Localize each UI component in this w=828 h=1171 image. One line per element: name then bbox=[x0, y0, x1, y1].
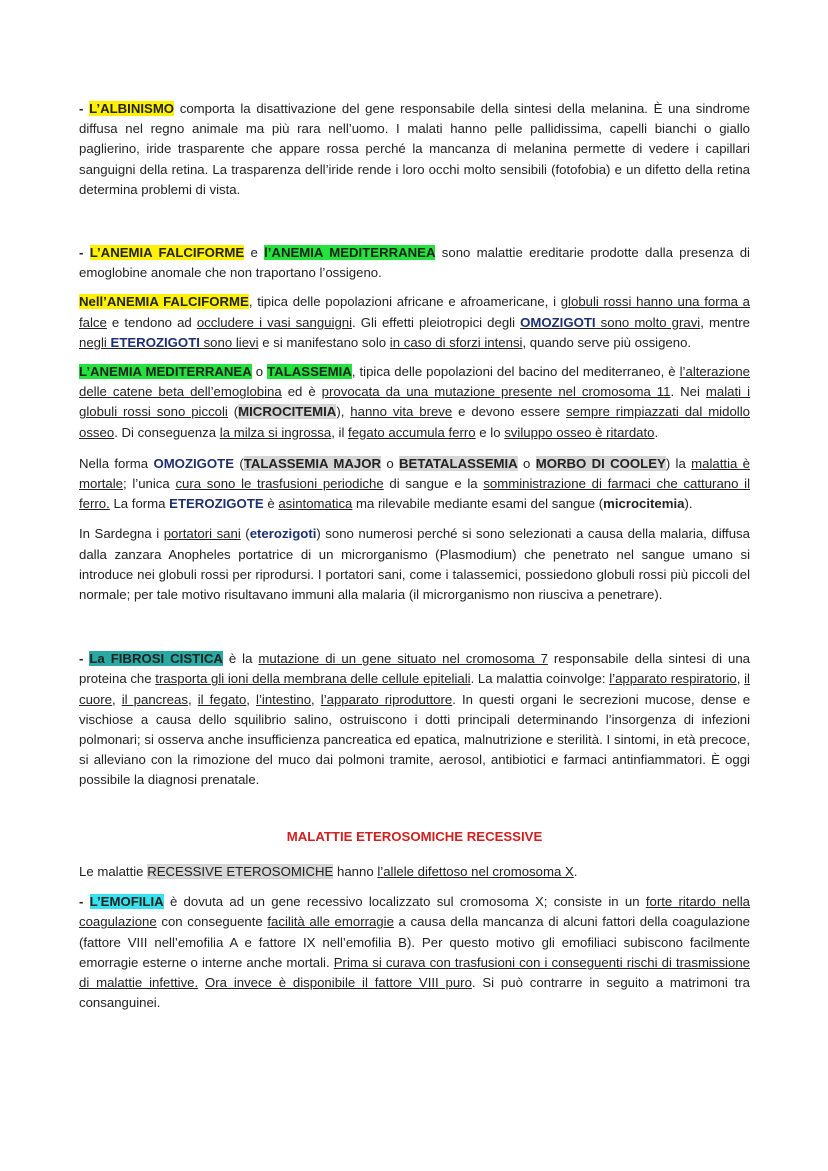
emofilia-title: L’EMOFILIA bbox=[89, 894, 164, 910]
recessive-paragraph: Le malattie RECESSIVE ETEROSOMICHE hanno l’allele difettoso nel cromosoma X. bbox=[79, 863, 578, 879]
sardegna-paragraph: In Sardegna i portatori sani (eterozigoti) sono numerosi perché si sono selezionati a causa della malaria, diffusa dalla zanzara Anopheles portatrice di un microrganismo (Plasmodium) che penetrato nel sangue umano si introduce nei globuli rossi per riprodursi. I portatori sani, come i talassemici, possiedono globuli rossi più piccoli del normale; per tale motivo risultavano immuni alla malaria (il microrganismo non riusciva a penetrare). bbox=[79, 526, 750, 603]
anemia-intro-paragraph: - L’ANEMIA FALCIFORME e l’ANEMIA MEDITERRANEA sono malattie ereditarie prodotte dalla presenza di emoglobine anomale che non traportano l’ossigeno. bbox=[79, 245, 750, 281]
forma-omozigote-paragraph: Nella forma OMOZIGOTE (TALASSEMIA MAJOR o BETATALASSEMIA o MORBO DI COOLEY) la malattia è mortale; l’unica cura sono le trasfusioni periodiche di sangue e la somministrazione di farmaci che catturano il ferro. La forma ETEROZIGOTE è asintomatica ma rilevabile mediante esami del sangue (microcitemia). bbox=[79, 455, 751, 512]
albinismo-title: L’ALBINISMO bbox=[89, 101, 175, 116]
fibrosi-title: La FIBROSI CISTICA bbox=[89, 651, 223, 667]
fibrosi-paragraph: - La FIBROSI CISTICA è la mutazione di un gene situato nel cromosoma 7 responsabile della sintesi di una proteina che trasporta gli ioni della membrana delle cellule epiteliali. La malattia coinvolge: l’apparato respiratorio, il cuore, il pancreas, il fegato, l’intestino, l’apparato riproduttore. In questi organi le secrezioni mucose, dense e vischiose a causa dello squilibrio salino, ostruiscono i dotti principali determinando l’insorgenza di infezioni polmonari; si osserva anche insufficienza pancreatica ed epatica, malnutrizione e sterilità. I sintomi, in età precoce, si alleviano con la rimozione del muco dai polmoni tramite, aerosol, antibiotici e farmaci antinfiammatori. È oggi possibile la diagnosi prenatale. bbox=[79, 651, 751, 788]
document-page bbox=[79, 97, 750, 1013]
falciforme-paragraph: Nell’ANEMIA FALCIFORME, tipica delle popolazioni africane e afroamericane, i globuli rossi hanno una forma a falce e tendono ad occludere i vasi sanguigni. Gli effetti pleiotropici degli OMOZIGOTI sono molto gravi, mentre negli ETEROZIGOTI sono lievi e si manifestano solo in caso di sforzi intensi, quando serve più ossigeno. bbox=[79, 294, 750, 350]
anemia-falciforme-title: L’ANEMIA FALCIFORME bbox=[89, 245, 245, 261]
anemia-mediterranea-title: l’ANEMIA MEDITERRANEA bbox=[264, 245, 436, 261]
mediterranea-paragraph: L’ANEMIA MEDITERRANEA o TALASSEMIA, tipica delle popolazioni del bacino del mediterraneo, è l’alterazione delle catene beta dell’emoglobina ed è provocata da una mutazione presente nel cromosoma 11. Nei malati i globuli rossi sono piccoli (MICROCITEMIA), hanno vita breve e devono essere sempre rimpiazzati dal midollo osseo. Di conseguenza la milza si ingrossa, il fegato accumula ferro e lo sviluppo osseo è ritardato. bbox=[79, 364, 750, 440]
section-heading: MALATTIE ETEROSOMICHE RECESSIVE bbox=[286, 828, 543, 844]
emofilia-paragraph: - L’EMOFILIA è dovuta ad un gene recessivo localizzato sul cromosoma X; consiste in un forte ritardo nella coagulazione con conseguente facilità alle emorragie a causa della mancanza di alcuni fattori della coagulazione (fattore VIII nell’emofilia A e fattore IX nell’emofilia B). Per questo motivo gli emofiliaci subiscono facilmente emorragie esterne o interne anche mortali. Prima si curava con trasfusioni con i conseguenti rischi di trasmissione di malattie infettive. Ora invece è disponibile il fattore VIII puro. Si può contrarre in seguito a matrimoni tra consanguinei. bbox=[79, 894, 751, 1011]
albinismo-paragraph: - L’ALBINISMO comporta la disattivazione del gene responsabile della sintesi della melanina. È una sindrome diffusa nel regno animale ma più rara nell’uomo. I malati hanno pelle pallidissima, capelli bianchi o giallo paglierino, iride trasparente che appare rossa perché la mancanza di melanina permette di vedere i capillari sanguigni della retina. La trasparenza dell’iride rende i loro occhi molto sensibili (fotofobia) e un difetto della retina determina problemi di vista. bbox=[79, 101, 750, 197]
